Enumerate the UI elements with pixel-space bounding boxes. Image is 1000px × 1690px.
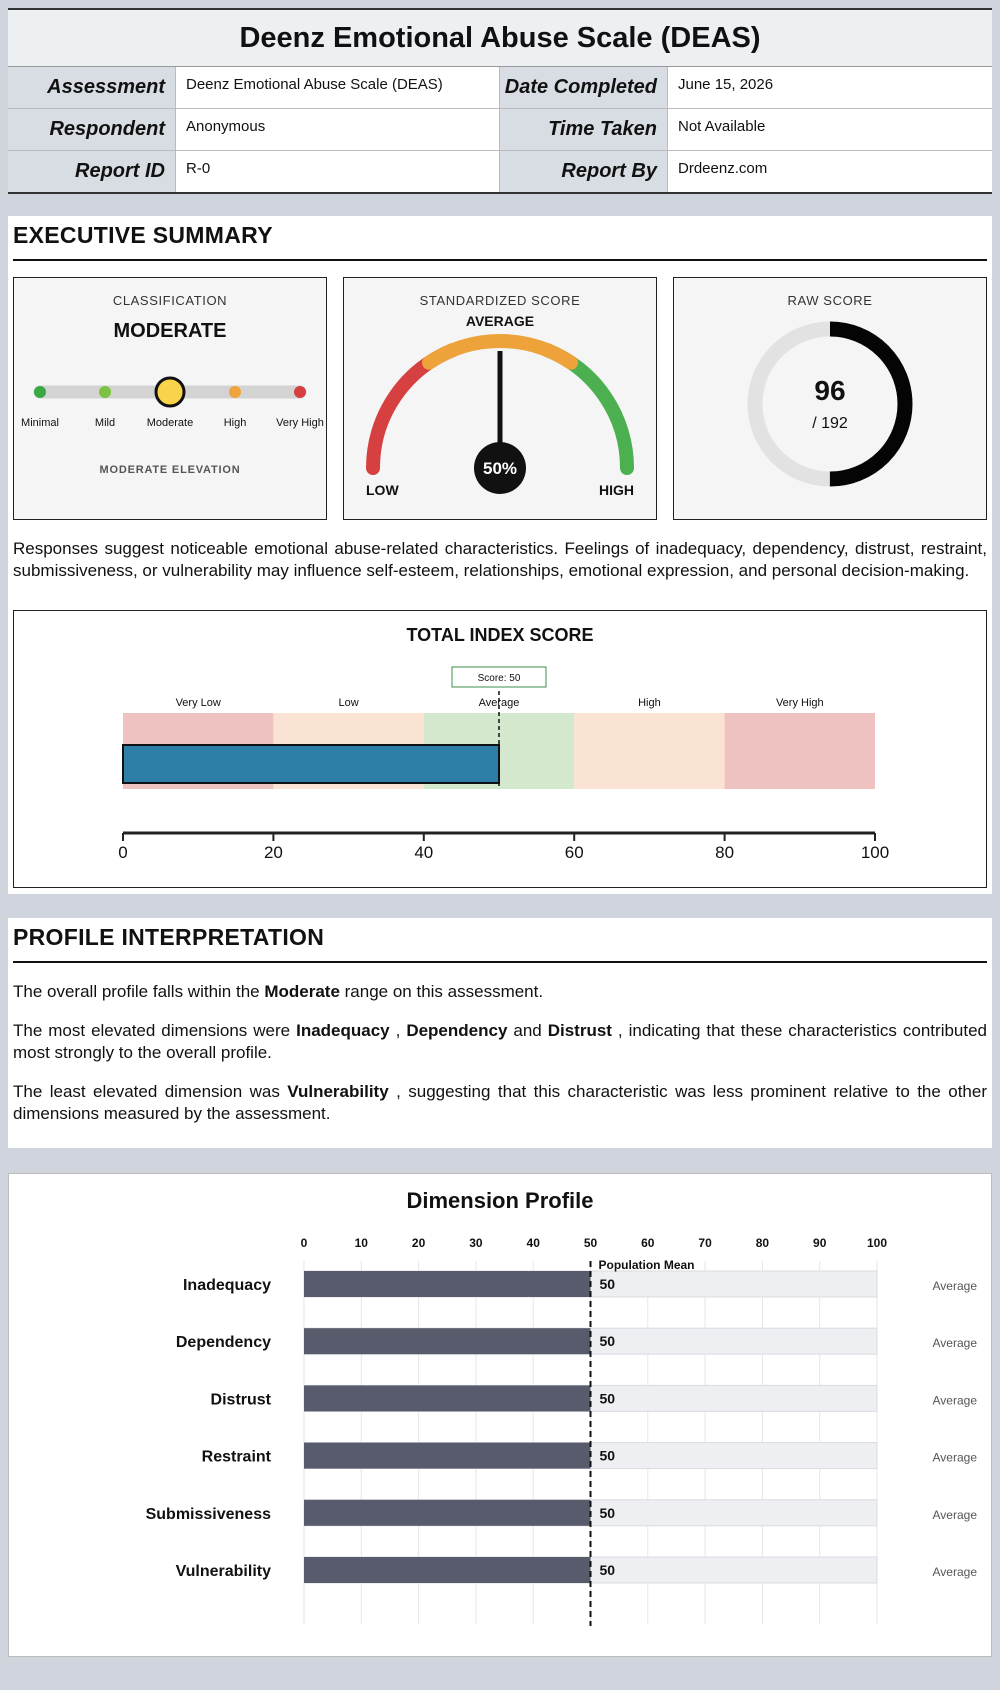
x-tick-label: 30	[469, 1236, 483, 1250]
scale-dot-moderate	[156, 378, 184, 406]
total-index-box	[13, 610, 987, 888]
dimension-profile-title: Dimension Profile	[406, 1188, 594, 1213]
info-row	[8, 109, 992, 151]
scale-dot-minimal	[34, 386, 46, 398]
scale-label: Very High	[276, 417, 324, 429]
dimension-emphasis: Vulnerability	[287, 1082, 389, 1101]
text-span: , indicating that these characteristics contributed most strongly to the overall profile.	[13, 1021, 988, 1062]
band-label: Low	[338, 697, 359, 709]
classification-scale	[14, 372, 326, 452]
dimension-emphasis: Dependency	[406, 1021, 508, 1040]
status-label: Average	[932, 1507, 977, 1522]
band-high	[574, 713, 724, 789]
assessment-value: Deenz Emotional Abuse Scale (DEAS)	[176, 67, 500, 108]
bar-vulnerability	[304, 1557, 591, 1583]
scale-label: Mild	[94, 417, 116, 429]
executive-summary-section	[8, 216, 992, 894]
classification-value: MODERATE	[113, 320, 227, 342]
axis-tick-label: 40	[414, 843, 434, 862]
raw-score-max: / 192	[812, 415, 848, 432]
classification-card	[13, 277, 327, 520]
scale-label: High	[223, 417, 247, 429]
category-label: Distrust	[210, 1391, 271, 1409]
x-tick-label: 10	[354, 1236, 368, 1250]
raw-score-card	[673, 277, 987, 520]
population-mean-label: Population Mean	[598, 1258, 695, 1272]
band-very-high	[725, 713, 875, 789]
info-row	[8, 67, 992, 109]
value-label: 50	[599, 1276, 616, 1292]
time-taken-label: Time Taken	[500, 109, 668, 150]
dimension-emphasis: Inadequacy	[296, 1021, 390, 1040]
respondent-label: Respondent	[8, 109, 176, 150]
raw-score-caption: RAW SCORE	[787, 293, 873, 308]
status-label: Average	[932, 1279, 977, 1293]
date-completed-label: Date Completed	[500, 67, 668, 108]
category-label: Inadequacy	[182, 1277, 271, 1294]
axis-tick-label: 80	[715, 843, 735, 862]
dimension-profile-section	[8, 1173, 992, 1657]
standardized-score-caption: STANDARDIZED SCORE	[419, 293, 581, 308]
total-index-chart	[14, 611, 986, 887]
report-id-label: Report ID	[8, 151, 176, 192]
total-index-title: TOTAL INDEX SCORE	[406, 625, 594, 645]
report-header	[8, 8, 992, 194]
band-label: Very Low	[175, 697, 221, 709]
scale-label: Moderate	[146, 417, 194, 429]
value-label: 50	[599, 1390, 616, 1407]
category-label: Submissiveness	[145, 1505, 271, 1523]
text-span: The least elevated dimension was	[13, 1082, 288, 1101]
report-by-label: Report By	[500, 151, 668, 192]
value-label: 50	[599, 1504, 616, 1521]
classification-caption: CLASSIFICATION	[112, 293, 228, 308]
value-label: 50	[599, 1333, 616, 1350]
band-label: High	[638, 697, 661, 709]
classification-emphasis: Moderate	[264, 982, 340, 1001]
classification-footer: MODERATE ELEVATION	[99, 464, 241, 476]
text-span: and	[507, 1021, 548, 1040]
status-label: Average	[932, 1565, 977, 1579]
info-row	[8, 151, 992, 192]
category-label: Dependency	[175, 1334, 271, 1352]
status-label: Average	[932, 1336, 977, 1351]
axis-tick-label: 20	[263, 843, 283, 862]
interpretation-paragraph	[13, 1020, 987, 1064]
scale-dot-mild	[99, 386, 111, 398]
interpretation-paragraph	[13, 981, 987, 1003]
interpretation-paragraph	[13, 1081, 987, 1125]
x-tick-label: 20	[411, 1236, 426, 1250]
text-span: ,	[389, 1021, 407, 1040]
axis-tick-label: 0	[118, 843, 128, 862]
dimension-profile-chart	[9, 1174, 991, 1656]
raw-score-value: 96	[814, 375, 846, 406]
date-completed-value: June 15, 2026	[678, 76, 774, 93]
text-span: The overall profile falls within the	[13, 982, 265, 1001]
bar-restraint	[304, 1443, 591, 1469]
band-label: Average	[478, 697, 520, 709]
bar-submissiveness	[304, 1500, 591, 1526]
standardized-score-card	[343, 277, 657, 520]
status-label: Average	[932, 1393, 977, 1408]
scale-dot-very-high	[294, 386, 306, 398]
x-tick-label: 60	[641, 1236, 655, 1250]
scale-dot-high	[229, 386, 241, 398]
value-label: 50	[599, 1447, 616, 1464]
gauge-high-label: HIGH	[599, 482, 634, 498]
respondent-value: Anonymous	[176, 109, 500, 150]
text-span: , suggesting that this characteristic was less prominent relative to the other dimensions measured by the assessment.	[13, 1082, 988, 1123]
gauge-high-arc	[548, 350, 627, 468]
axis-tick-label: 60	[564, 843, 584, 862]
assessment-label: Assessment	[8, 67, 176, 108]
value-label: 50	[599, 1562, 616, 1578]
gauge-low-label: LOW	[366, 482, 399, 498]
x-tick-label: 40	[526, 1236, 540, 1250]
scale-label: Minimal	[21, 417, 59, 429]
profile-interpretation-heading: PROFILE INTERPRETATION	[13, 924, 987, 963]
bar-distrust	[304, 1385, 591, 1411]
status-label: Average	[932, 1450, 977, 1465]
text-span: The most elevated dimensions were	[13, 1021, 297, 1040]
x-tick-label: 0	[300, 1236, 308, 1250]
profile-interpretation-section	[8, 918, 992, 1148]
score-bar	[123, 745, 499, 783]
executive-summary-heading: EXECUTIVE SUMMARY	[13, 222, 987, 261]
band-label: Very High	[775, 697, 824, 709]
x-tick-label: 70	[698, 1236, 712, 1250]
report-by-value: Drdeenz.com	[678, 160, 768, 177]
time-taken-value: Not Available	[678, 118, 766, 135]
report-id-value: R-0	[176, 151, 500, 192]
report-title: Deenz Emotional Abuse Scale (DEAS)	[8, 10, 992, 67]
dimension-emphasis: Distrust	[547, 1021, 612, 1040]
summary-text: Responses suggest noticeable emotional abuse-related characteristics. Feelings of inadequacy, dependency, distrust, restraint, submissiveness, or vulnerability may influence self-esteem, relationships, emotional expression, and personal decision-making.	[13, 539, 987, 580]
category-label: Restraint	[201, 1448, 271, 1466]
standardized-gauge	[344, 278, 656, 519]
text-span: range on this assessment.	[339, 982, 544, 1001]
gauge-percent: 50%	[482, 459, 518, 478]
raw-score-ring	[674, 278, 986, 519]
bar-dependency	[304, 1328, 591, 1354]
x-tick-label: 80	[755, 1236, 770, 1250]
gauge-category-label: AVERAGE	[465, 313, 535, 329]
x-tick-label: 90	[813, 1236, 827, 1250]
gauge-low-arc	[373, 350, 452, 468]
axis-tick-label: 100	[860, 843, 890, 862]
x-tick-label: 100	[866, 1236, 888, 1250]
category-label: Vulnerability	[175, 1563, 271, 1580]
bar-inadequacy	[304, 1271, 591, 1297]
score-badge-label: Score: 50	[477, 673, 521, 684]
x-tick-label: 50	[583, 1236, 598, 1250]
